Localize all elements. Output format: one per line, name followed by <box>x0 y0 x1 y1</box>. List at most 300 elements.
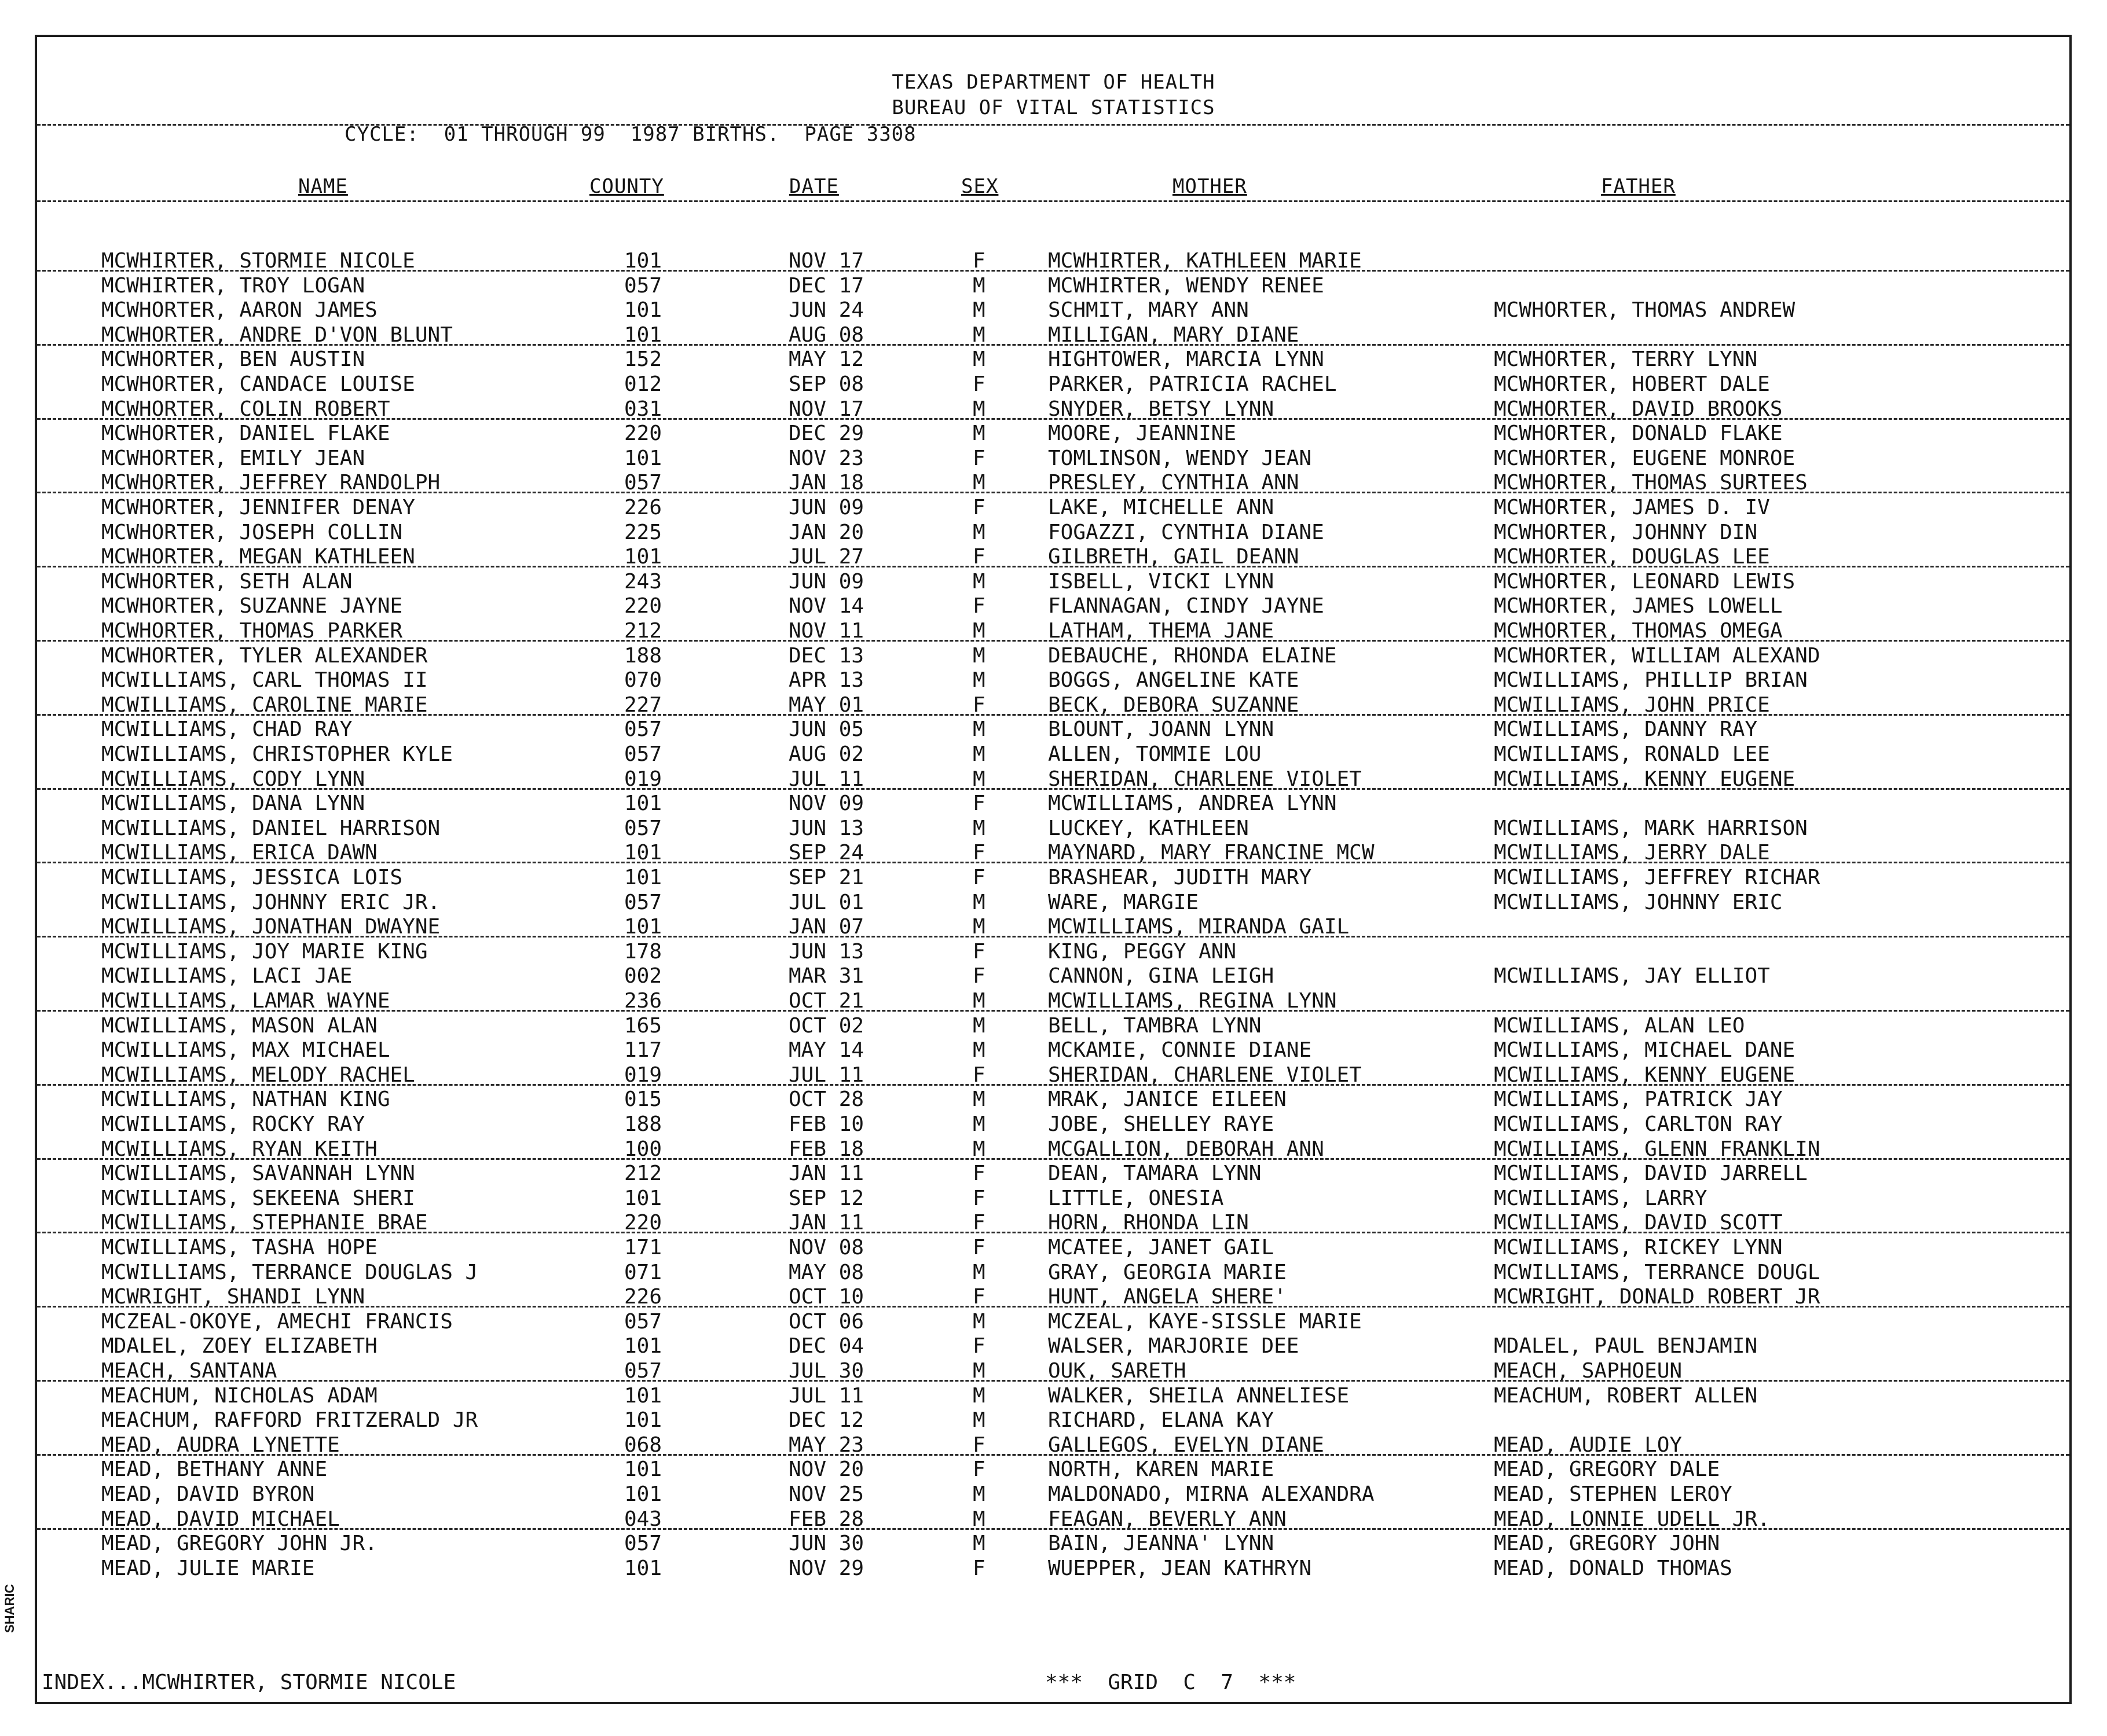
cell-county: 101 <box>624 866 662 889</box>
cell-date: JAN 18 <box>789 471 864 495</box>
cell-date: OCT 06 <box>789 1309 864 1334</box>
cell-county: 212 <box>624 1162 662 1186</box>
cell-county: 043 <box>624 1507 662 1531</box>
table-row <box>0 891 2107 915</box>
cell-date: FEB 10 <box>789 1112 864 1136</box>
cell-mother: GILBRETH, GAIL DEANN <box>1048 545 1299 569</box>
cell-name: MCWHORTER, EMILY JEAN <box>101 446 365 470</box>
table-row <box>0 1014 2107 1038</box>
cell-sex: M <box>973 742 985 766</box>
cell-father: MCWILLIAMS, CARLTON RAY <box>1494 1112 1783 1136</box>
cell-date: NOV 23 <box>789 446 864 470</box>
cell-sex: M <box>973 816 985 840</box>
cell-date: JAN 07 <box>789 915 864 939</box>
cell-mother: GALLEGOS, EVELYN DIANE <box>1048 1433 1324 1457</box>
cell-date: JAN 11 <box>789 1211 864 1235</box>
column-header-sex: SEX <box>961 175 999 198</box>
row-divider <box>37 1232 2069 1233</box>
cell-father: MCWILLIAMS, DANNY RAY <box>1494 717 1758 742</box>
cell-date: FEB 18 <box>789 1137 864 1161</box>
cell-mother: MOORE, JEANNINE <box>1048 422 1237 446</box>
cell-county: 101 <box>624 1482 662 1506</box>
table-row <box>0 594 2107 618</box>
cell-mother: LATHAM, THEMA JANE <box>1048 619 1274 643</box>
cell-name: MCWHORTER, ANDRE D'VON BLUNT <box>101 323 453 347</box>
cell-name: MCWILLIAMS, RYAN KEITH <box>101 1137 378 1161</box>
cell-date: JUL 11 <box>789 1383 864 1408</box>
cell-sex: F <box>973 249 985 273</box>
cell-name: MCWILLIAMS, CODY LYNN <box>101 767 365 791</box>
table-row <box>0 1532 2107 1556</box>
cell-sex: M <box>973 1137 985 1161</box>
cell-mother: MAYNARD, MARY FRANCINE MCW <box>1048 841 1375 865</box>
cell-county: 057 <box>624 471 662 495</box>
cell-county: 019 <box>624 767 662 791</box>
cell-father: MCWILLIAMS, PATRICK JAY <box>1494 1087 1783 1112</box>
cell-name: MCZEAL-OKOYE, AMECHI FRANCIS <box>101 1309 453 1334</box>
agency-title: TEXAS DEPARTMENT OF HEALTH <box>892 71 1215 94</box>
cell-county: 220 <box>624 422 662 446</box>
cell-name: MCWHORTER, JENNIFER DENAY <box>101 496 415 519</box>
cell-sex: F <box>973 841 985 865</box>
cell-sex: M <box>973 422 985 446</box>
cell-sex: M <box>973 520 985 544</box>
cell-date: DEC 04 <box>789 1334 864 1358</box>
column-header-county: COUNTY <box>589 175 664 198</box>
table-row <box>0 1112 2107 1137</box>
cell-county: 057 <box>624 816 662 840</box>
cell-sex: M <box>973 890 985 914</box>
cell-county: 101 <box>624 1457 662 1482</box>
cell-father: MCWILLIAMS, TERRANCE DOUGL <box>1494 1260 1820 1284</box>
cell-county: 225 <box>624 520 662 544</box>
cell-sex: M <box>973 1482 985 1506</box>
cell-sex: M <box>973 1038 985 1063</box>
cell-county: 171 <box>624 1236 662 1259</box>
table-row <box>0 274 2107 298</box>
cell-sex: F <box>973 372 985 396</box>
cell-date: NOV 25 <box>789 1482 864 1506</box>
cell-father: MDALEL, PAUL BENJAMIN <box>1494 1334 1758 1358</box>
cell-mother: SHERIDAN, CHARLENE VIOLET <box>1048 767 1362 791</box>
cell-date: MAY 12 <box>789 347 864 372</box>
table-row <box>0 1261 2107 1285</box>
cell-father: MEAD, GREGORY JOHN <box>1494 1532 1720 1556</box>
cell-mother: BRASHEAR, JUDITH MARY <box>1048 866 1312 889</box>
cell-mother: OUK, SARETH <box>1048 1359 1186 1383</box>
cell-mother: MCKAMIE, CONNIE DIANE <box>1048 1038 1312 1063</box>
cell-father: MCWILLIAMS, RICKEY LYNN <box>1494 1236 1783 1259</box>
cell-sex: F <box>973 1162 985 1186</box>
cell-name: MCWILLIAMS, MASON ALAN <box>101 1013 378 1038</box>
cell-name: MEACH, SANTANA <box>101 1359 277 1383</box>
cell-date: DEC 29 <box>789 422 864 446</box>
cell-father: MEAD, DONALD THOMAS <box>1494 1556 1732 1580</box>
cell-sex: F <box>973 1063 985 1087</box>
cell-father: MCWILLIAMS, DAVID JARRELL <box>1494 1162 1808 1186</box>
table-row <box>0 1482 2107 1507</box>
cell-mother: HUNT, ANGELA SHERE' <box>1048 1285 1287 1309</box>
cell-date: NOV 20 <box>789 1457 864 1482</box>
cell-sex: M <box>973 767 985 791</box>
cell-date: NOV 08 <box>789 1236 864 1259</box>
cell-mother: MCATEE, JANET GAIL <box>1048 1236 1274 1259</box>
cell-mother: MCGALLION, DEBORAH ANN <box>1048 1137 1324 1161</box>
table-row <box>0 1408 2107 1433</box>
cell-date: JUL 27 <box>789 545 864 569</box>
row-divider <box>37 788 2069 790</box>
cell-name: MCWILLIAMS, MAX MICHAEL <box>101 1038 390 1063</box>
cell-mother: RICHARD, ELANA KAY <box>1048 1408 1274 1433</box>
row-divider <box>37 344 2069 346</box>
cell-county: 101 <box>624 545 662 569</box>
cell-date: OCT 21 <box>789 989 864 1013</box>
cell-name: MCWHORTER, SETH ALAN <box>101 569 353 594</box>
table-row <box>0 940 2107 964</box>
cell-mother: SHERIDAN, CHARLENE VIOLET <box>1048 1063 1362 1087</box>
cell-mother: MALDONADO, MIRNA ALEXANDRA <box>1048 1482 1375 1506</box>
cell-father: MCWILLIAMS, JOHN PRICE <box>1494 693 1770 717</box>
table-row <box>0 298 2107 323</box>
cell-county: 057 <box>624 742 662 766</box>
cell-mother: TOMLINSON, WENDY JEAN <box>1048 446 1312 470</box>
cell-sex: F <box>973 594 985 618</box>
row-divider <box>37 1158 2069 1160</box>
cell-county: 101 <box>624 323 662 347</box>
cell-county: 117 <box>624 1038 662 1063</box>
table-row <box>0 1162 2107 1186</box>
cell-mother: FEAGAN, BEVERLY ANN <box>1048 1507 1287 1531</box>
cell-father: MEACH, SAPHOEUN <box>1494 1359 1683 1383</box>
cell-name: MCWHORTER, JOSEPH COLLIN <box>101 520 403 544</box>
cell-name: MCWILLIAMS, STEPHANIE BRAE <box>101 1211 428 1235</box>
cell-name: MCWHORTER, DANIEL FLAKE <box>101 422 390 446</box>
cell-county: 152 <box>624 347 662 372</box>
cell-date: JAN 11 <box>789 1162 864 1186</box>
cell-county: 057 <box>624 890 662 914</box>
header-divider <box>37 124 2069 126</box>
table-row <box>0 570 2107 594</box>
cell-date: OCT 02 <box>789 1013 864 1038</box>
cell-date: JUL 11 <box>789 1063 864 1087</box>
cell-name: MCWHORTER, THOMAS PARKER <box>101 619 403 643</box>
cell-date: MAR 31 <box>789 964 864 988</box>
cell-father: MCWILLIAMS, KENNY EUGENE <box>1494 1063 1795 1087</box>
cell-county: 101 <box>624 249 662 273</box>
cell-sex: F <box>973 1457 985 1482</box>
cell-date: AUG 02 <box>789 742 864 766</box>
cell-date: DEC 12 <box>789 1408 864 1433</box>
cell-date: MAY 14 <box>789 1038 864 1063</box>
cell-father: MCWILLIAMS, MARK HARRISON <box>1494 816 1808 840</box>
cell-sex: F <box>973 1334 985 1358</box>
cell-father: MCWILLIAMS, KENNY EUGENE <box>1494 767 1795 791</box>
column-header-mother: MOTHER <box>1172 175 1247 198</box>
cell-mother: MILLIGAN, MARY DIANE <box>1048 323 1299 347</box>
cell-sex: M <box>973 1013 985 1038</box>
cell-sex: F <box>973 939 985 964</box>
cell-mother: BELL, TAMBRA LYNN <box>1048 1013 1262 1038</box>
row-divider <box>37 418 2069 420</box>
cell-county: 101 <box>624 1186 662 1210</box>
cell-county: 101 <box>624 1556 662 1580</box>
cell-county: 236 <box>624 989 662 1013</box>
cell-name: MCWHORTER, BEN AUSTIN <box>101 347 365 372</box>
cell-date: SEP 08 <box>789 372 864 396</box>
cell-name: MCWHORTER, CANDACE LOUISE <box>101 372 415 396</box>
cell-mother: HIGHTOWER, MARCIA LYNN <box>1048 347 1324 372</box>
row-divider <box>37 1010 2069 1012</box>
cell-county: 015 <box>624 1087 662 1112</box>
cell-date: JUN 13 <box>789 816 864 840</box>
table-row <box>0 1384 2107 1408</box>
cell-date: JUN 24 <box>789 298 864 323</box>
cell-mother: WALKER, SHEILA ANNELIESE <box>1048 1383 1350 1408</box>
cell-mother: ISBELL, VICKI LYNN <box>1048 569 1274 594</box>
cell-mother: SCHMIT, MARY ANN <box>1048 298 1249 323</box>
cell-father: MCWHORTER, DONALD FLAKE <box>1494 422 1783 446</box>
cell-sex: M <box>973 1359 985 1383</box>
cell-sex: F <box>973 964 985 988</box>
cell-sex: M <box>973 397 985 421</box>
table-row <box>0 422 2107 446</box>
cell-sex: M <box>973 471 985 495</box>
cell-father: MCWRIGHT, DONALD ROBERT JR <box>1494 1285 1820 1309</box>
cell-father: MCWHORTER, JAMES D. IV <box>1494 496 1770 519</box>
cell-county: 002 <box>624 964 662 988</box>
cell-county: 220 <box>624 1211 662 1235</box>
table-row <box>0 717 2107 742</box>
cell-father: MCWILLIAMS, PHILLIP BRIAN <box>1494 668 1808 693</box>
cell-mother: LITTLE, ONESIA <box>1048 1186 1224 1210</box>
cell-sex: M <box>973 1087 985 1112</box>
cell-county: 188 <box>624 643 662 668</box>
table-row <box>0 668 2107 693</box>
cell-sex: F <box>973 545 985 569</box>
table-row <box>0 347 2107 372</box>
cell-name: MEAD, BETHANY ANNE <box>101 1457 328 1482</box>
cell-father: MCWHORTER, JAMES LOWELL <box>1494 594 1783 618</box>
row-divider <box>37 1380 2069 1382</box>
cell-county: 071 <box>624 1260 662 1284</box>
cell-father: MCWILLIAMS, JOHNNY ERIC <box>1494 890 1783 914</box>
cell-sex: F <box>973 866 985 889</box>
cell-mother: PRESLEY, CYNTHIA ANN <box>1048 471 1299 495</box>
side-stamp: SHARIC <box>2 1584 17 1633</box>
cell-mother: DEBAUCHE, RHONDA ELAINE <box>1048 643 1337 668</box>
table-row <box>0 521 2107 545</box>
cell-sex: M <box>973 323 985 347</box>
cell-sex: F <box>973 1285 985 1309</box>
cell-county: 070 <box>624 668 662 693</box>
cell-date: NOV 17 <box>789 249 864 273</box>
cell-county: 226 <box>624 496 662 519</box>
cell-mother: MCWHIRTER, KATHLEEN MARIE <box>1048 249 1362 273</box>
cell-name: MCWILLIAMS, LACI JAE <box>101 964 353 988</box>
cell-county: 019 <box>624 1063 662 1087</box>
cell-name: MCWILLIAMS, JONATHAN DWAYNE <box>101 915 441 939</box>
cell-father: MCWILLIAMS, JERRY DALE <box>1494 841 1770 865</box>
cell-date: NOV 09 <box>789 792 864 816</box>
cell-mother: MRAK, JANICE EILEEN <box>1048 1087 1287 1112</box>
cell-date: JUL 11 <box>789 767 864 791</box>
cell-father: MCWHORTER, JOHNNY DIN <box>1494 520 1758 544</box>
cell-name: MCWILLIAMS, CHAD RAY <box>101 717 353 742</box>
cell-father: MCWHORTER, THOMAS SURTEES <box>1494 471 1808 495</box>
cell-county: 101 <box>624 792 662 816</box>
cell-mother: BECK, DEBORA SUZANNE <box>1048 693 1299 717</box>
cell-sex: M <box>973 643 985 668</box>
column-header-father: FATHER <box>1601 175 1676 198</box>
cell-father: MCWILLIAMS, GLENN FRANKLIN <box>1494 1137 1820 1161</box>
cell-sex: M <box>973 1112 985 1136</box>
cell-sex: F <box>973 496 985 519</box>
cell-father: MEAD, AUDIE LOY <box>1494 1433 1683 1457</box>
cell-sex: M <box>973 347 985 372</box>
cell-date: JUN 09 <box>789 496 864 519</box>
cell-sex: M <box>973 1408 985 1433</box>
cell-county: 057 <box>624 1532 662 1556</box>
cell-father: MEAD, LONNIE UDELL JR. <box>1494 1507 1770 1531</box>
cell-mother: DEAN, TAMARA LYNN <box>1048 1162 1262 1186</box>
cell-mother: WALSER, MARJORIE DEE <box>1048 1334 1299 1358</box>
bureau-title: BUREAU OF VITAL STATISTICS <box>892 96 1215 119</box>
cell-mother: KING, PEGGY ANN <box>1048 939 1237 964</box>
cell-father: MCWHORTER, EUGENE MONROE <box>1494 446 1795 470</box>
cell-sex: F <box>973 1433 985 1457</box>
row-divider <box>37 862 2069 863</box>
cell-mother: BOGGS, ANGELINE KATE <box>1048 668 1299 693</box>
cell-sex: M <box>973 1260 985 1284</box>
cell-father: MCWILLIAMS, LARRY <box>1494 1186 1707 1210</box>
row-divider <box>37 714 2069 716</box>
row-divider <box>37 566 2069 567</box>
cell-name: MCWILLIAMS, CAROLINE MARIE <box>101 693 428 717</box>
cell-county: 101 <box>624 446 662 470</box>
cell-father: MCWILLIAMS, ALAN LEO <box>1494 1013 1745 1038</box>
cell-county: 100 <box>624 1137 662 1161</box>
cell-county: 101 <box>624 1383 662 1408</box>
column-header-name: NAME <box>298 175 348 198</box>
cell-name: MCWILLIAMS, DANIEL HARRISON <box>101 816 441 840</box>
cell-mother: WUEPPER, JEAN KATHRYN <box>1048 1556 1312 1580</box>
cell-county: 212 <box>624 619 662 643</box>
column-header-divider <box>37 200 2069 202</box>
cell-sex: F <box>973 1556 985 1580</box>
footer-index: INDEX...MCWHIRTER, STORMIE NICOLE <box>42 1671 456 1694</box>
cell-county: 101 <box>624 298 662 323</box>
table-row <box>0 446 2107 471</box>
cell-mother: MCZEAL, KAYE-SISSLE MARIE <box>1048 1309 1362 1334</box>
cell-sex: M <box>973 1383 985 1408</box>
cell-sex: M <box>973 298 985 323</box>
cell-name: MCWILLIAMS, MELODY RACHEL <box>101 1063 415 1087</box>
cell-county: 243 <box>624 569 662 594</box>
cell-date: NOV 11 <box>789 619 864 643</box>
cell-county: 101 <box>624 841 662 865</box>
cell-name: MCWILLIAMS, ROCKY RAY <box>101 1112 365 1136</box>
row-divider <box>37 1454 2069 1456</box>
cell-county: 101 <box>624 915 662 939</box>
row-divider <box>37 936 2069 937</box>
cell-name: MEAD, GREGORY JOHN JR. <box>101 1532 378 1556</box>
cell-name: MEAD, JULIE MARIE <box>101 1556 315 1580</box>
cell-sex: F <box>973 1236 985 1259</box>
cell-date: DEC 17 <box>789 273 864 298</box>
table-row <box>0 1038 2107 1063</box>
cell-date: MAY 23 <box>789 1433 864 1457</box>
cell-sex: F <box>973 693 985 717</box>
cell-sex: M <box>973 717 985 742</box>
cell-date: JUL 01 <box>789 890 864 914</box>
cell-name: MCWHORTER, COLIN ROBERT <box>101 397 390 421</box>
table-row <box>0 1457 2107 1482</box>
cell-sex: M <box>973 569 985 594</box>
cell-name: MCWHIRTER, STORMIE NICOLE <box>101 249 415 273</box>
cell-sex: M <box>973 273 985 298</box>
cell-county: 057 <box>624 1309 662 1334</box>
cycle-line: CYCLE: 01 THROUGH 99 1987 BIRTHS. PAGE 3308 <box>345 123 917 146</box>
cell-name: MEAD, DAVID BYRON <box>101 1482 315 1506</box>
cell-name: MEACHUM, NICHOLAS ADAM <box>101 1383 378 1408</box>
cell-county: 188 <box>624 1112 662 1136</box>
cell-father: MCWHORTER, LEONARD LEWIS <box>1494 569 1795 594</box>
cell-county: 178 <box>624 939 662 964</box>
cell-name: MEAD, DAVID MICHAEL <box>101 1507 340 1531</box>
cell-date: NOV 17 <box>789 397 864 421</box>
cell-father: MEAD, STEPHEN LEROY <box>1494 1482 1732 1506</box>
table-row <box>0 1186 2107 1211</box>
cell-name: MCWILLIAMS, NATHAN KING <box>101 1087 390 1112</box>
cell-name: MCWHORTER, TYLER ALEXANDER <box>101 643 428 668</box>
row-divider <box>37 640 2069 642</box>
cell-date: OCT 28 <box>789 1087 864 1112</box>
cell-date: SEP 12 <box>789 1186 864 1210</box>
cell-sex: F <box>973 792 985 816</box>
cell-father: MCWILLIAMS, JAY ELLIOT <box>1494 964 1770 988</box>
cell-date: JUN 30 <box>789 1532 864 1556</box>
cell-mother: MCWILLIAMS, REGINA LYNN <box>1048 989 1337 1013</box>
row-divider <box>37 492 2069 493</box>
cell-mother: LAKE, MICHELLE ANN <box>1048 496 1274 519</box>
cell-name: MCWHORTER, AARON JAMES <box>101 298 378 323</box>
table-row <box>0 866 2107 890</box>
cell-mother: GRAY, GEORGIA MARIE <box>1048 1260 1287 1284</box>
table-row <box>0 1087 2107 1112</box>
cell-name: MCWHORTER, MEGAN KATHLEEN <box>101 545 415 569</box>
cell-name: MCWHORTER, JEFFREY RANDOLPH <box>101 471 441 495</box>
cell-county: 220 <box>624 594 662 618</box>
cell-mother: HORN, RHONDA LIN <box>1048 1211 1249 1235</box>
table-row <box>0 496 2107 520</box>
table-row <box>0 742 2107 767</box>
footer-grid: *** GRID C 7 *** <box>1045 1671 1296 1694</box>
cell-name: MCWHIRTER, TROY LOGAN <box>101 273 365 298</box>
row-divider <box>37 1528 2069 1530</box>
cell-name: MCWILLIAMS, SEKEENA SHERI <box>101 1186 415 1210</box>
cell-mother: WARE, MARGIE <box>1048 890 1199 914</box>
cell-sex: F <box>973 1186 985 1210</box>
cell-county: 057 <box>624 717 662 742</box>
cell-date: NOV 29 <box>789 1556 864 1580</box>
cell-mother: NORTH, KAREN MARIE <box>1048 1457 1274 1482</box>
cell-mother: MCWILLIAMS, ANDREA LYNN <box>1048 792 1337 816</box>
cell-name: MCWHORTER, SUZANNE JAYNE <box>101 594 403 618</box>
cell-sex: M <box>973 1309 985 1334</box>
cell-mother: BLOUNT, JOANN LYNN <box>1048 717 1274 742</box>
cell-county: 068 <box>624 1433 662 1457</box>
cell-name: MCWILLIAMS, JESSICA LOIS <box>101 866 403 889</box>
